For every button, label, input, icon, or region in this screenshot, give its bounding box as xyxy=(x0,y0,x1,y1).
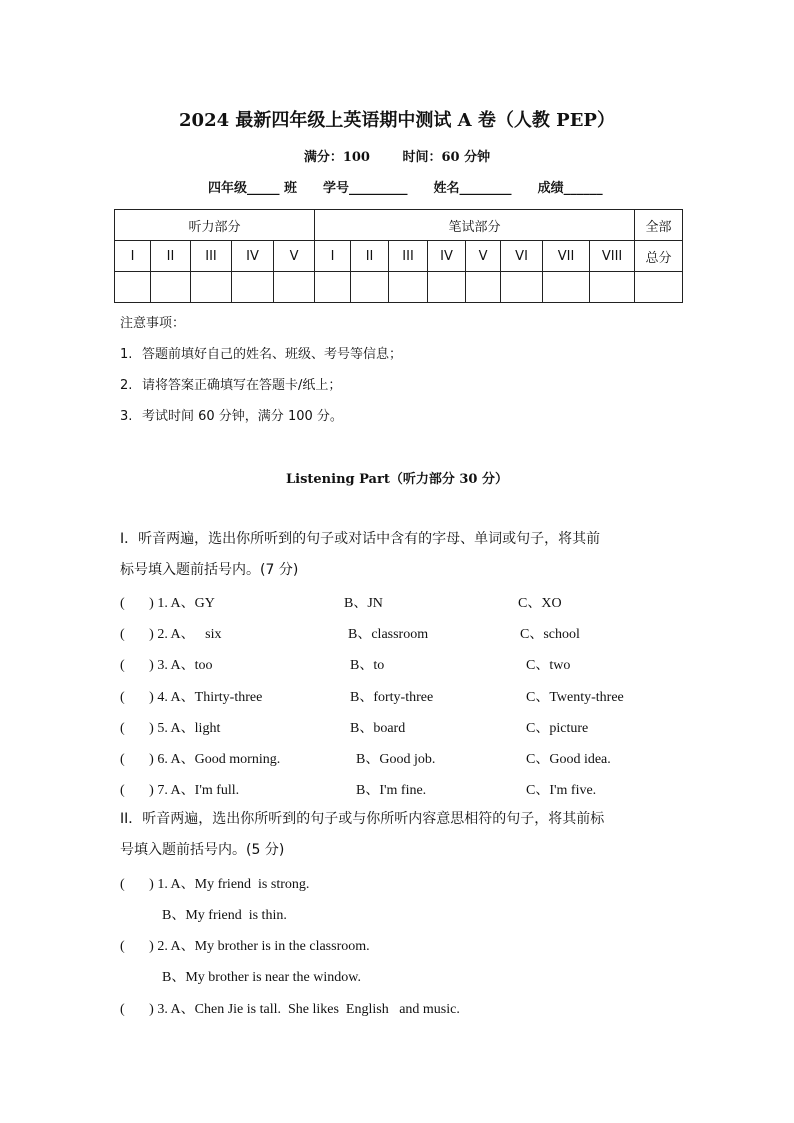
exam-notes xyxy=(120,312,402,436)
question-text: B、My friend is thin. xyxy=(120,908,287,923)
question-row xyxy=(120,592,562,614)
question-text: ( ) 3. A、Chen Jie is tall. She likes English and music. xyxy=(120,1002,460,1017)
score-cell[interactable] xyxy=(590,272,635,303)
question-text: B、My brother is near the window. xyxy=(120,970,361,985)
score-cell[interactable] xyxy=(389,272,428,303)
listening-col: III xyxy=(191,241,232,272)
score-cell[interactable] xyxy=(151,272,191,303)
student-info-line xyxy=(208,177,629,196)
score-cell[interactable] xyxy=(635,272,683,303)
option-c: C、XO xyxy=(518,596,562,611)
score-cell[interactable] xyxy=(501,272,543,303)
option-b: B、classroom xyxy=(348,627,429,642)
exam-time: 时间：60 分钟 xyxy=(402,150,491,165)
note-item xyxy=(120,343,402,363)
writing-col: VII xyxy=(543,241,590,272)
score-cell[interactable] xyxy=(115,272,151,303)
writing-col: V xyxy=(466,241,501,272)
question-text: ( ) 1. A、My friend is strong. xyxy=(120,877,310,892)
listening-col: V xyxy=(274,241,315,272)
score-cell[interactable] xyxy=(274,272,315,303)
option-a: ( ) 2. A、 six xyxy=(120,627,222,642)
note-text: 请将答案正确填写在答题卡/纸上； xyxy=(142,378,342,393)
note-number: 3. xyxy=(120,409,133,424)
listening-group-header: 听力部分 xyxy=(115,210,315,241)
question-text: ( ) 2. A、My brother is in the classroom. xyxy=(120,939,370,954)
note-number: 1. xyxy=(120,347,133,362)
note-item xyxy=(120,405,402,425)
option-b: B、Good job. xyxy=(356,752,436,767)
writing-col: I xyxy=(315,241,351,272)
question-row xyxy=(120,686,624,708)
score-cell[interactable] xyxy=(232,272,274,303)
score-cell[interactable] xyxy=(466,272,501,303)
note-number: 2. xyxy=(120,378,133,393)
listening-col: I xyxy=(115,241,151,272)
writing-col: IV xyxy=(428,241,466,272)
option-b: B、to xyxy=(350,658,385,673)
student-number-field[interactable]: 学号_________ xyxy=(323,181,408,196)
notes-title: 注意事项： xyxy=(120,316,186,331)
score-cell[interactable] xyxy=(428,272,466,303)
score-table xyxy=(114,209,683,303)
score-table-column-row xyxy=(115,241,683,272)
score-cell[interactable] xyxy=(351,272,389,303)
section1-instruction xyxy=(120,524,680,586)
option-a: ( ) 6. A、Good morning. xyxy=(120,752,281,767)
total-group-header: 全部 xyxy=(635,210,683,241)
note-text: 答题前填好自己的姓名、班级、考号等信息； xyxy=(142,347,403,362)
section1-instruction-line: 标号填入题前括号内。(7 分) xyxy=(120,562,299,578)
score-table-score-row xyxy=(115,272,683,303)
option-a: ( ) 4. A、Thirty-three xyxy=(120,690,263,705)
question-row xyxy=(120,654,571,676)
option-c: C、two xyxy=(526,658,571,673)
writing-col: III xyxy=(389,241,428,272)
writing-group-header: 笔试部分 xyxy=(315,210,635,241)
grade-field[interactable]: 成绩______ xyxy=(537,181,603,196)
listening-part-title: Listening Part（听力部分 30 分） xyxy=(286,472,508,487)
section2-instruction xyxy=(120,804,680,866)
full-score: 满分：100 xyxy=(303,150,370,165)
listening-col: IV xyxy=(232,241,274,272)
question-row xyxy=(120,748,611,770)
writing-col: VI xyxy=(501,241,543,272)
option-b: B、I'm fine. xyxy=(356,783,427,798)
option-a: ( ) 3. A、too xyxy=(120,658,213,673)
option-b: B、JN xyxy=(344,596,383,611)
exam-title: 2024 最新四年级上英语期中测试 A 卷（人教 PEP） xyxy=(179,110,615,131)
name-field[interactable]: 姓名________ xyxy=(433,181,512,196)
score-cell[interactable] xyxy=(543,272,590,303)
option-c: C、school xyxy=(520,627,580,642)
note-text: 考试时间 60 分钟，满分 100 分。 xyxy=(142,409,343,424)
option-a: ( ) 7. A、I'm full. xyxy=(120,783,240,798)
option-c: C、Good idea. xyxy=(526,752,611,767)
option-a: ( ) 5. A、light xyxy=(120,721,221,736)
section2-instruction-line: 号填入题前括号内。(5 分) xyxy=(120,842,285,858)
option-a: ( ) 1. A、GY xyxy=(120,596,215,611)
note-item xyxy=(120,374,402,394)
question-row xyxy=(120,623,580,645)
score-table-group-row xyxy=(115,210,683,241)
score-cell[interactable] xyxy=(191,272,232,303)
total-col: 总分 xyxy=(635,241,683,272)
option-b: B、board xyxy=(350,721,406,736)
option-b: B、forty-three xyxy=(350,690,434,705)
writing-col: II xyxy=(351,241,389,272)
option-c: C、picture xyxy=(526,721,589,736)
class-field[interactable]: 四年级_____ 班 xyxy=(208,181,298,196)
exam-meta xyxy=(0,146,794,165)
listening-col: II xyxy=(151,241,191,272)
question-row xyxy=(120,779,597,801)
section1-instruction-line: I．听音两遍，选出你所听到的句子或对话中含有的字母、单词或句子，将其前 xyxy=(120,531,601,547)
writing-col: VIII xyxy=(590,241,635,272)
section2-instruction-line: II．听音两遍，选出你所听到的句子或与你所听内容意思相符的句子，将其前标 xyxy=(120,811,605,827)
question-row xyxy=(120,717,589,739)
option-c: C、I'm five. xyxy=(526,783,597,798)
score-cell[interactable] xyxy=(315,272,351,303)
option-c: C、Twenty-three xyxy=(526,690,624,705)
